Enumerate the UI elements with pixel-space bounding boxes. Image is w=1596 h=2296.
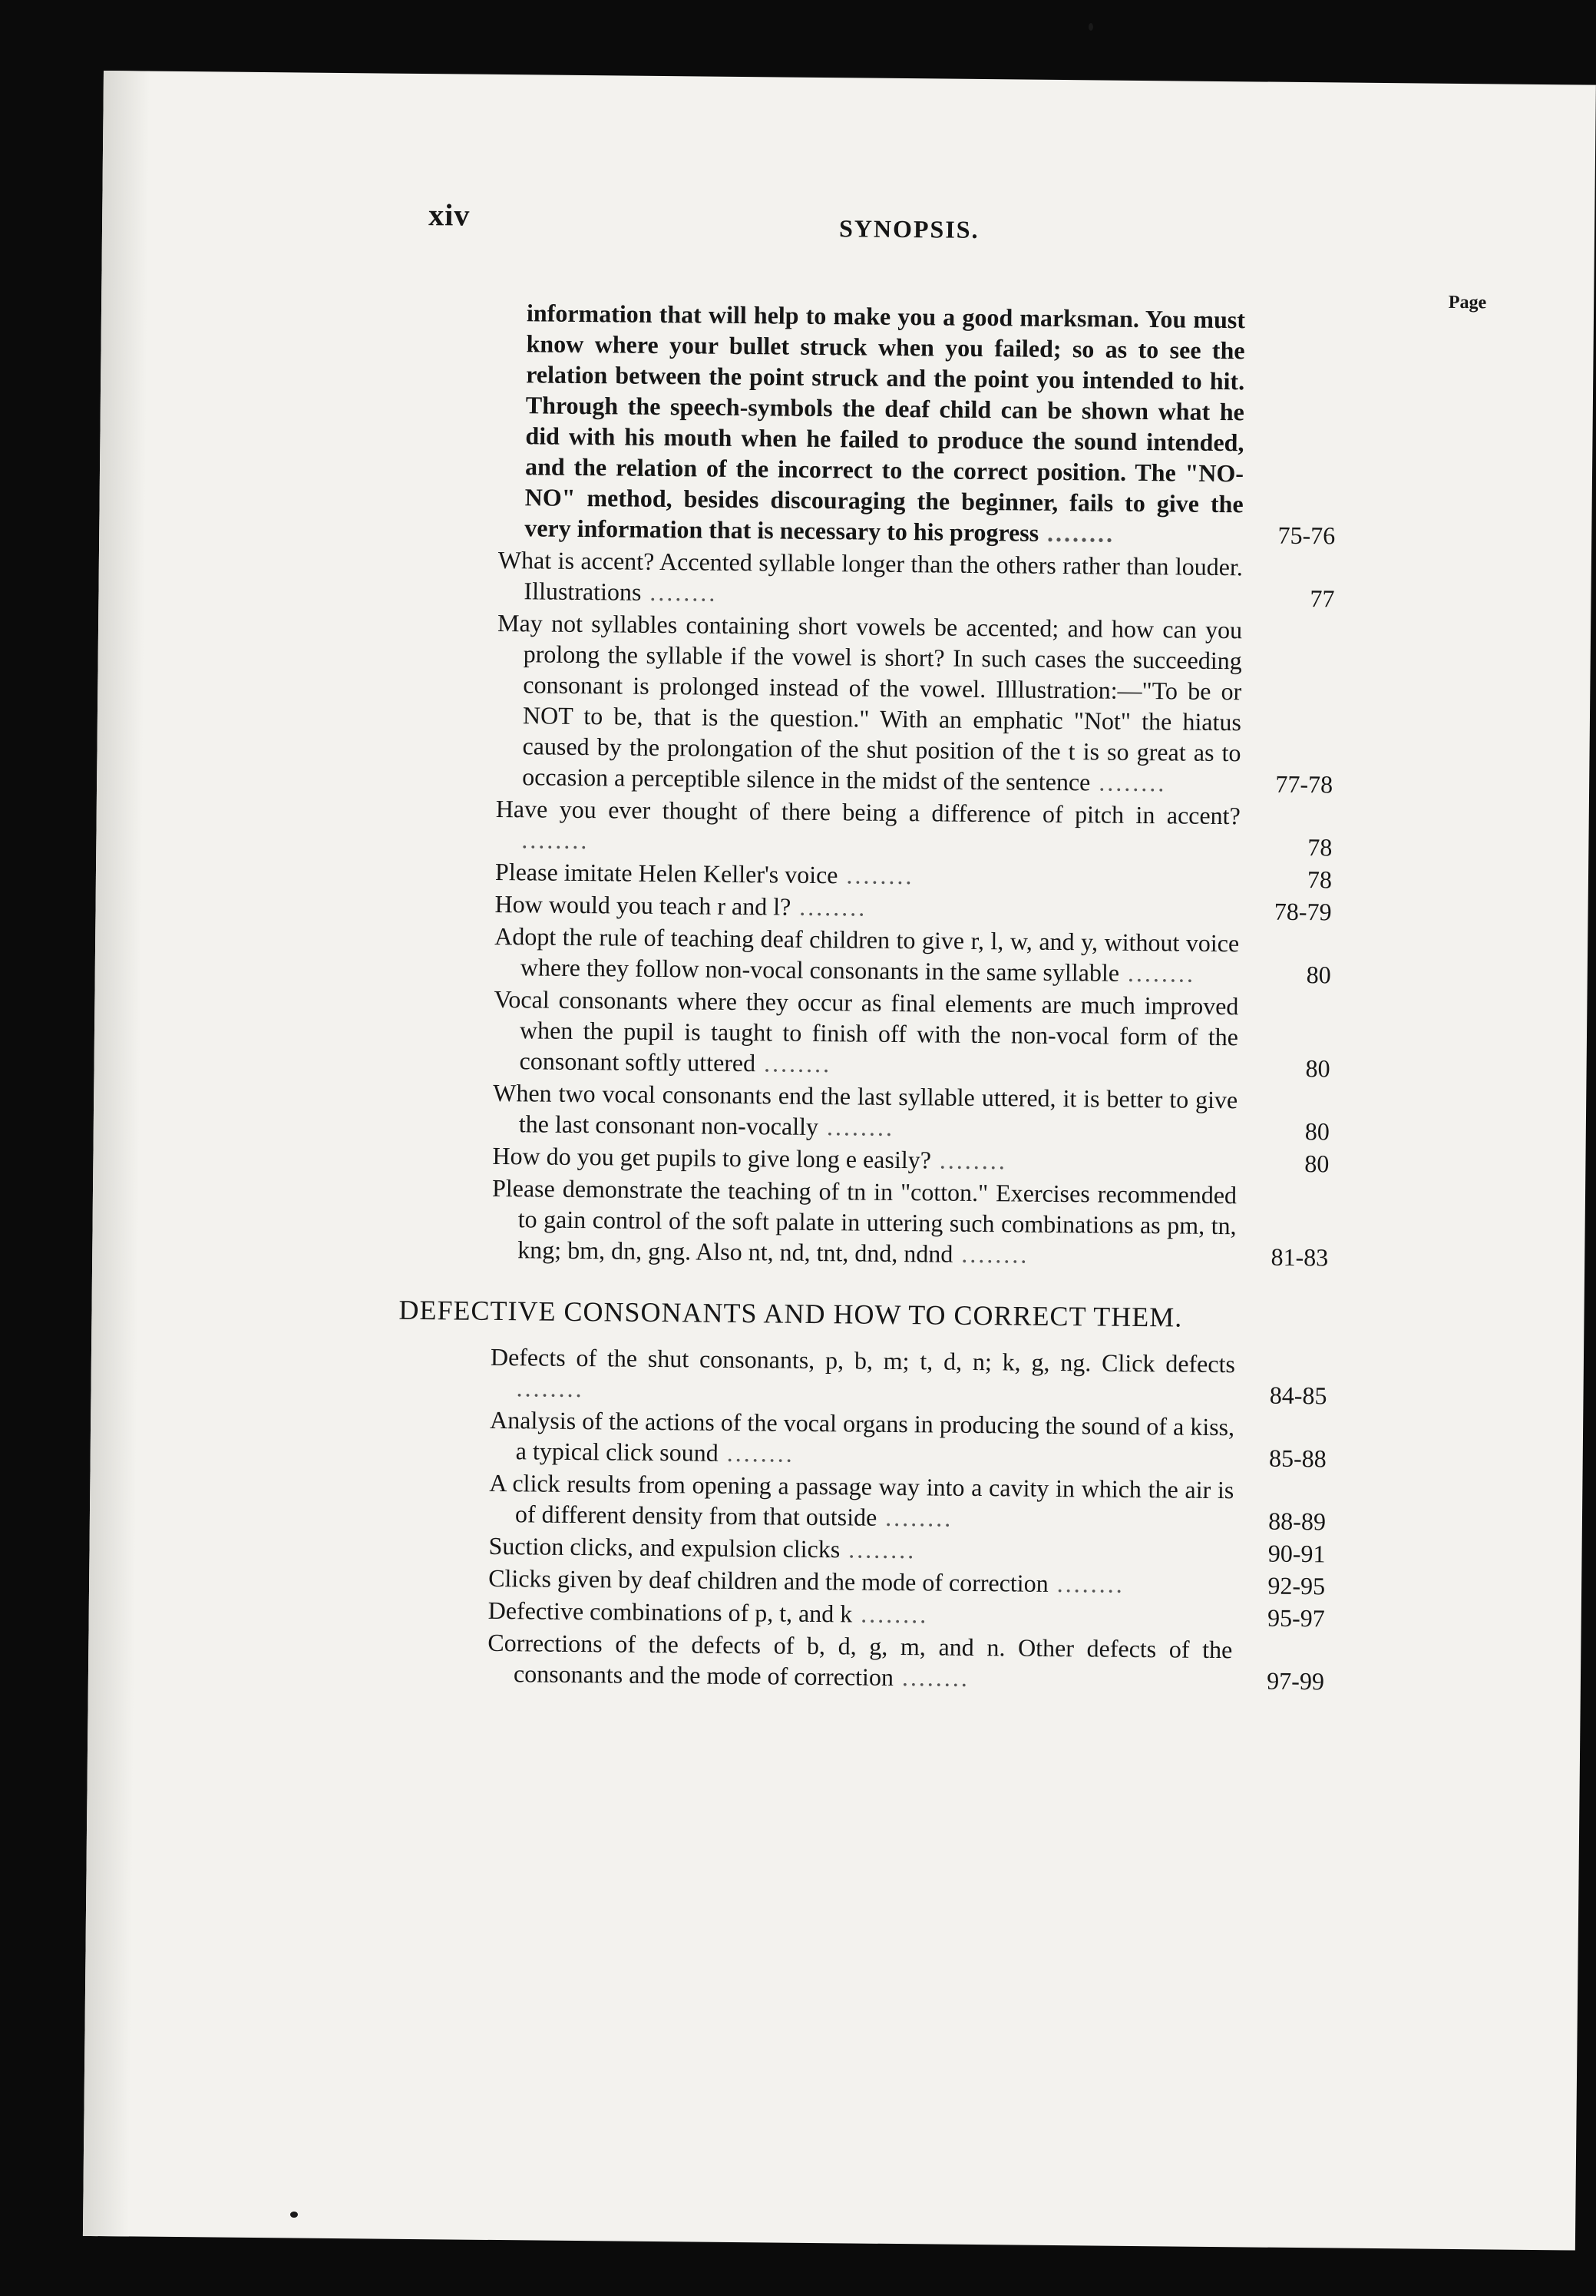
entry-text: [493, 984, 1238, 1083]
page-text-area: [83, 71, 1596, 2251]
entry-page-range: 77: [1310, 584, 1335, 613]
dot-leader: ........: [521, 825, 590, 855]
entry-page-range: 90-91: [1267, 1539, 1326, 1568]
scan-speck: [1089, 23, 1093, 31]
entry-description: information that will help to make you a good marksman. You must know where your bullet struck when you failed; so as to see the relation between the point struck and the point you intended to hit. Through the speech-symbols the deaf child can be shown what he did with his mouth when he failed to produce the sound intended, and the relation of the incorrect to the correct position. The "NO-NO" method, besides discouraging the beginner, fails to give the very information that is necessary to his progress: [524, 299, 1246, 547]
synopsis-entry: [494, 921, 1332, 990]
synopsis-entry: [490, 1342, 1327, 1411]
entry-description: Adopt the rule of teaching deaf children to give r, l, w, and y, without voice where they follow non-vocal consonants in the same syllable: [494, 921, 1240, 987]
entry-page-range: 78: [1307, 865, 1333, 894]
entry-page-range: 95-97: [1267, 1603, 1325, 1633]
entry-text: [494, 921, 1240, 989]
entry-page-range: 88-89: [1268, 1507, 1327, 1536]
dot-leader: ........: [1090, 768, 1167, 797]
entry-text: [493, 1077, 1238, 1146]
entry-page-range: 84-85: [1269, 1381, 1327, 1410]
dot-leader: ........: [1048, 1569, 1125, 1598]
entry-text: [492, 1140, 1237, 1178]
page-number: xiv: [428, 197, 471, 233]
entry-description: May not syllables containing short vowels be accented; and how can you prolong the syllable if the vowel is short? In such cases the succeeding consonant is prolonged instead of the vowel. Illlustration:—"To be or NOT to be, that is the question." With an emphatic "Not" the hiatus caused by the prolongation of the shut position of the t is so great as to occasion a perceptible silence in the midst of the sentence: [497, 608, 1243, 796]
dot-leader: ........: [930, 1146, 1008, 1175]
book-page: [83, 71, 1596, 2251]
entry-description: Vocal consonants where they occur as final elements are much improved when the pupil is taught to finish off with the non-vocal form of the consonant softly uttered: [494, 984, 1239, 1077]
entry-page-range: 85-88: [1268, 1444, 1327, 1473]
dot-leader: ........: [838, 861, 914, 890]
dot-leader: ........: [852, 1600, 929, 1629]
entry-description: Please imitate Helen Keller's voice: [494, 857, 838, 889]
entry-page-range: 81-83: [1271, 1242, 1329, 1272]
page-column-label: Page: [1448, 292, 1487, 313]
dot-leader: ........: [840, 1535, 917, 1564]
synopsis-entry: [491, 1173, 1329, 1272]
entry-page-range: 97-99: [1267, 1666, 1325, 1696]
entry-text: [497, 544, 1243, 613]
synopsis-entry: [496, 607, 1334, 799]
dot-leader: ........: [953, 1239, 1029, 1269]
synopsis-entry-list: [491, 297, 1337, 1272]
synopsis-entry: [493, 1077, 1330, 1146]
entry-page-range: 78: [1307, 833, 1333, 862]
entry-page-range: 78-79: [1274, 897, 1332, 926]
synopsis-entry: [487, 1627, 1325, 1696]
dot-leader: ........: [641, 577, 718, 607]
entry-text: [491, 1173, 1237, 1272]
entry-description: How do you get pupils to give long e easily?: [492, 1141, 932, 1174]
entry-text: [494, 888, 1239, 926]
entry-description: Have you ever thought of there being a difference of pitch in accent?: [495, 794, 1241, 830]
entry-text: [487, 1627, 1233, 1696]
synopsis-entry: [495, 793, 1333, 862]
entry-description: Analysis of the actions of the vocal organs in producing the sound of a kiss, a typical click sound: [489, 1405, 1235, 1467]
dot-leader: ........: [818, 1113, 895, 1141]
entry-description: What is accent? Accented syllable longer than the others rather than louder. Illustrations: [497, 545, 1244, 606]
synopsis-entry: [490, 1404, 1327, 1474]
dot-leader: ........: [1038, 518, 1115, 548]
dot-leader: ........: [516, 1374, 584, 1403]
entry-text: [489, 1467, 1234, 1536]
entry-page-range: 92-95: [1267, 1571, 1326, 1600]
entry-description: Defective combinations of p, t, and k: [487, 1596, 853, 1628]
entry-page-range: 80: [1306, 961, 1331, 989]
synopsis-entry: [498, 297, 1337, 551]
entry-page-range: 80: [1304, 1117, 1330, 1146]
synopsis-entry: [497, 544, 1335, 614]
entry-page-range: 80: [1304, 1150, 1330, 1178]
entry-text: [498, 297, 1245, 550]
entry-description: Clicks given by deaf children and the mode of correction: [488, 1563, 1049, 1597]
entry-text: [495, 793, 1241, 862]
entry-description: A click results from opening a passage way into a cavity in which the air is of different density from that outside: [489, 1468, 1234, 1531]
entry-description: How would you teach r and l?: [494, 889, 791, 921]
running-title: SYNOPSIS.: [838, 214, 980, 243]
entry-page-range: 77-78: [1275, 769, 1333, 799]
synopsis-contents: [398, 297, 1337, 1698]
entry-page-range: 80: [1305, 1054, 1330, 1083]
entry-description: Please demonstrate the teaching of tn in "cotton." Exercises recommended to gain control of the soft palate in uttering such combinations as pm, tn, kng; bm, dn, gng. Also nt, nd, tnt, dnd, ndnd: [491, 1173, 1237, 1268]
dot-leader: ........: [893, 1662, 970, 1692]
scan-speck: [290, 2212, 298, 2218]
dot-leader: ........: [755, 1049, 832, 1078]
dot-leader: ........: [877, 1503, 953, 1532]
entry-text: [488, 1530, 1233, 1568]
section-heading: DEFECTIVE CONSONANTS AND HOW TO CORRECT THEM.: [398, 1294, 1183, 1333]
entry-description: Defects of the shut consonants, p, b, m; t, d, n; k, g, ng. Click defects: [490, 1342, 1236, 1378]
entry-text: [490, 1342, 1235, 1410]
synopsis-entry: [493, 984, 1330, 1083]
entry-description: Suction clicks, and expulsion clicks: [488, 1531, 841, 1563]
dot-leader: ........: [1119, 958, 1196, 988]
entry-description: Corrections of the defects of b, d, g, m, and n. Other defects of the consonants and the mode of correction: [487, 1628, 1233, 1691]
entry-text: [490, 1404, 1235, 1473]
entry-page-range: 75-76: [1277, 521, 1336, 550]
entry-text: [488, 1595, 1233, 1633]
entry-text: [496, 607, 1242, 799]
synopsis-entry: [489, 1467, 1327, 1537]
entry-text: [495, 856, 1240, 894]
entry-description: When two vocal consonants end the last syllable uttered, it is better to give the last consonant non-vocally: [493, 1078, 1238, 1140]
section-entry-list: [487, 1342, 1327, 1696]
entry-text: [488, 1563, 1233, 1600]
dot-leader: ........: [791, 892, 867, 921]
dot-leader: ........: [718, 1438, 795, 1467]
